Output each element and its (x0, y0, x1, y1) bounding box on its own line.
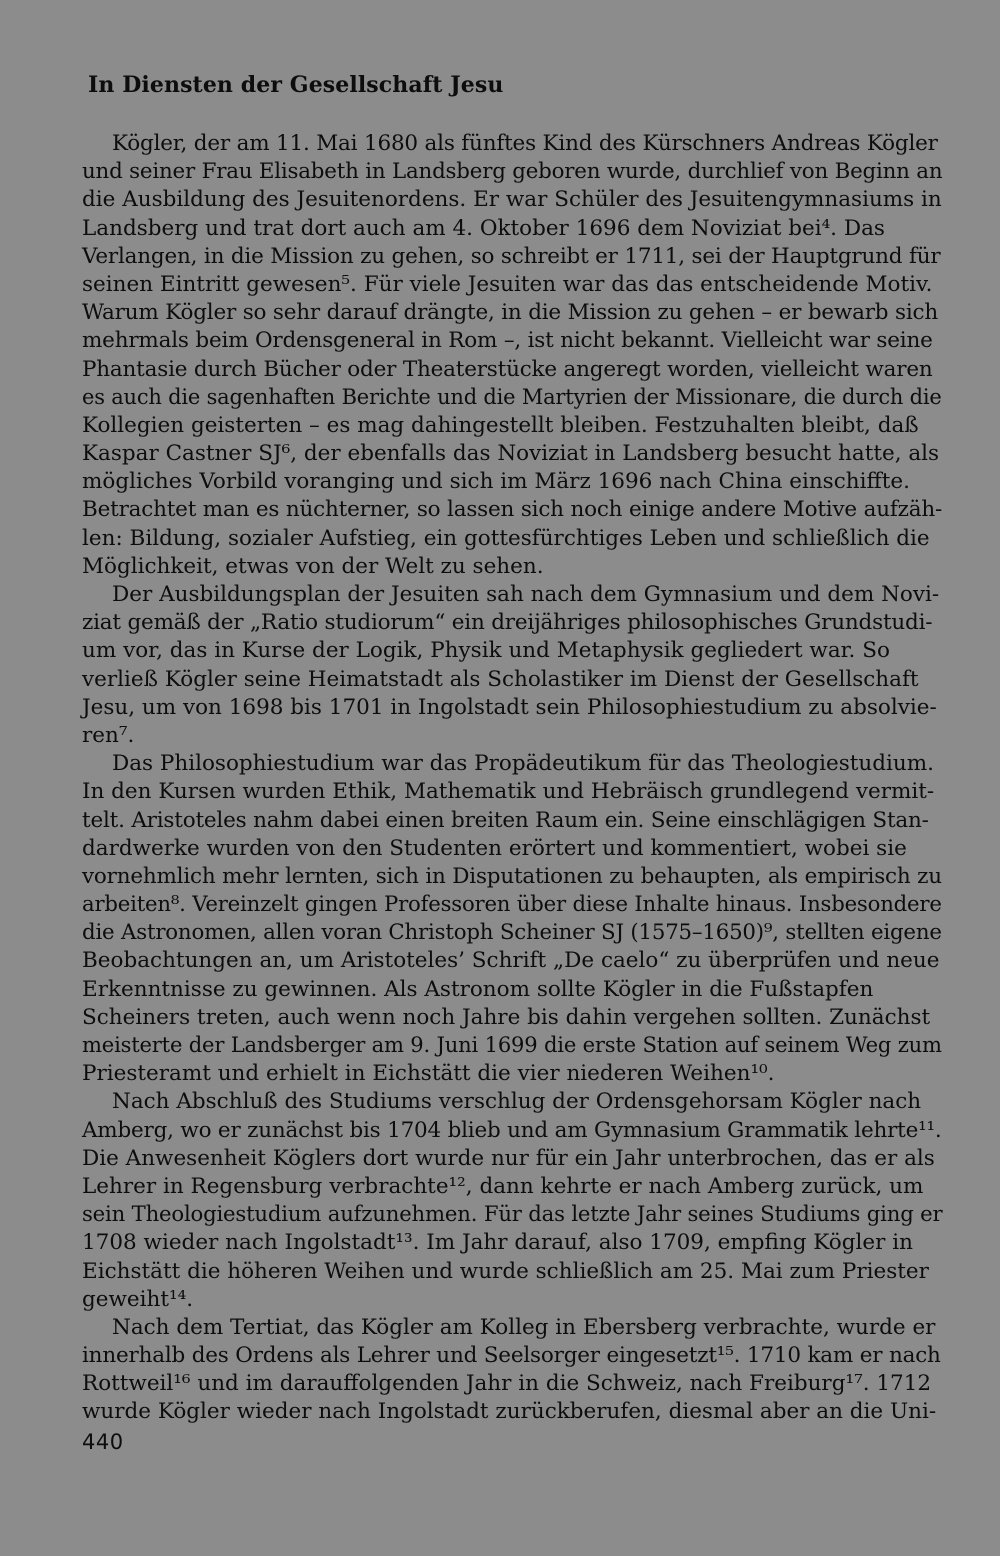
text-line: Der Ausbildungsplan der Jesuiten sah nach dem Gymnasium und dem Novi- (112, 582, 940, 607)
text-line: es auch die sagenhaften Berichte und die Martyrien der Missionare, die durch die (82, 384, 942, 410)
text-line: Jesu, um von 1698 bis 1701 in Ingolstadt sein Philosophiestudium zu absolvie- (82, 694, 937, 720)
text-line: meisterte der Landsberger am 9. Juni 1699 die erste Station auf seinem Weg zum (82, 1033, 942, 1058)
text-line: die Astronomen, allen voran Christoph Scheiner SJ (1575–1650)⁹, stellten eigene (82, 920, 942, 946)
text-line: Landsberg und trat dort auch am 4. Oktober 1696 dem Noviziat bei⁴. Das (82, 215, 885, 241)
text-line: Nach dem Tertiat, das Kögler am Kolleg in Ebersberg verbrachte, wurde er (112, 1314, 936, 1340)
text-line: vornehmlich mehr lernten, sich in Disputationen zu behaupten, als empirisch zu (82, 863, 942, 889)
paragraph (82, 130, 942, 581)
text-line: die Ausbildung des Jesuitenordens. Er war Schüler des Jesuitengymnasiums in (82, 187, 942, 213)
text-line: innerhalb des Ordens als Lehrer und Seelsorger eingesetzt¹⁵. 1710 kam er nach (82, 1343, 941, 1369)
text-line: Betrachtet man es nüchterner, so lassen sich noch einige andere Motive aufzäh- (82, 497, 943, 523)
text-line: wurde Kögler wieder nach Ingolstadt zurückberufen, diesmal aber an die Uni- (82, 1399, 937, 1425)
text-line: Amberg, wo er zunächst bis 1704 blieb und am Gymnasium Grammatik lehrte¹¹. (82, 1117, 942, 1143)
text-line: Beobachtungen an, um Aristoteles’ Schrift „De caelo“ zu überprüfen und neue (82, 948, 940, 974)
page-number: 440 (82, 1430, 124, 1454)
text-line: Kögler, der am 11. Mai 1680 als fünftes Kind des Kürschners Andreas Kögler (112, 131, 938, 156)
text-line: Die Anwesenheit Köglers dort wurde nur für ein Jahr unterbrochen, das er als (82, 1145, 935, 1171)
text-line: Möglichkeit, etwas von der Welt zu sehen. (82, 553, 544, 579)
paragraph (82, 581, 942, 750)
paragraph (82, 1088, 942, 1314)
text-line: Warum Kögler so sehr darauf drängte, in die Mission zu gehen – er bewarb sich (82, 300, 939, 326)
text-line: um vor, das in Kurse der Logik, Physik und Metaphysik gegliedert war. So (82, 638, 890, 664)
text-line: 1708 wieder nach Ingolstadt¹³. Im Jahr darauf, also 1709, empfing Kögler in (82, 1230, 913, 1256)
book-page (82, 0, 942, 1556)
text-line: Rottweil¹⁶ und im darauffolgenden Jahr in die Schweiz, nach Freiburg¹⁷. 1712 (82, 1371, 932, 1397)
text-line: geweiht¹⁴. (82, 1286, 194, 1312)
text-line: seinen Eintritt gewesen⁵. Für viele Jesuiten war das das entscheidende Motiv. (82, 271, 933, 297)
text-line: ziat gemäß der „Ratio studiorum“ ein dreijähriges philosophisches Grundstudi- (82, 610, 933, 636)
text-line: verließ Kögler seine Heimatstadt als Scholastiker im Dienst der Gesellschaft (82, 666, 919, 692)
text-line: telt. Aristoteles nahm dabei einen breiten Raum ein. Seine einschlägigen Stan- (82, 807, 929, 833)
text-line: Das Philosophiestudium war das Propädeutikum für das Theologiestudium. (112, 751, 934, 777)
paragraph (82, 750, 942, 1088)
text-line: len: Bildung, sozialer Aufstieg, ein gottesfürchtiges Leben und schließlich die (82, 525, 930, 551)
text-line: mehrmals beim Ordensgeneral in Rom –, ist nicht bekannt. Vielleicht war seine (82, 328, 933, 354)
text-line: Eichstätt die höheren Weihen und wurde schließlich am 25. Mai zum Priester (82, 1258, 929, 1284)
text-line: Erkenntnisse zu gewinnen. Als Astronom sollte Kögler in die Fußstapfen (82, 976, 874, 1002)
text-line: Priesteramt und erhielt in Eichstätt die vier niederen Weihen¹⁰. (82, 1061, 775, 1087)
text-line: und seiner Frau Elisabeth in Landsberg geboren wurde, durchlief von Beginn an (82, 159, 943, 185)
text-line: mögliches Vorbild voranging und sich im März 1696 nach China einschiffte. (82, 469, 910, 495)
text-line: Scheiners treten, auch wenn noch Jahre bis dahin vergehen sollten. Zunächst (82, 1004, 931, 1030)
text-line: Phantasie durch Bücher oder Theaterstücke angeregt worden, vielleicht waren (82, 356, 933, 382)
running-head: In Diensten der Gesellschaft Jesu (88, 72, 504, 98)
text-line: Kollegien geisterten – es mag dahingestellt bleiben. Festzuhalten bleibt, daß (82, 412, 919, 438)
text-line: dardwerke wurden von den Studenten erörtert und kommentiert, wobei sie (82, 835, 907, 861)
text-line: Verlangen, in die Mission zu gehen, so schreibt er 1711, sei der Hauptgrund für (82, 243, 941, 269)
text-line: ren⁷. (82, 722, 135, 748)
text-line: sein Theologiestudium aufzunehmen. Für das letzte Jahr seines Studiums ging er (82, 1202, 943, 1228)
text-line: arbeiten⁸. Vereinzelt gingen Professoren über diese Inhalte hinaus. Insbesondere (82, 892, 942, 918)
text-line: Lehrer in Regensburg verbrachte¹², dann kehrte er nach Amberg zurück, um (82, 1173, 924, 1199)
text-line: Kaspar Castner SJ⁶, der ebenfalls das Noviziat in Landsberg besucht hatte, als (82, 441, 940, 467)
text-line: In den Kursen wurden Ethik, Mathematik und Hebräisch grundlegend vermit- (82, 779, 935, 805)
paragraph (82, 1314, 942, 1427)
text-line: Nach Abschluß des Studiums verschlug der Ordensgehorsam Kögler nach (112, 1089, 922, 1115)
body-text (82, 130, 942, 1427)
